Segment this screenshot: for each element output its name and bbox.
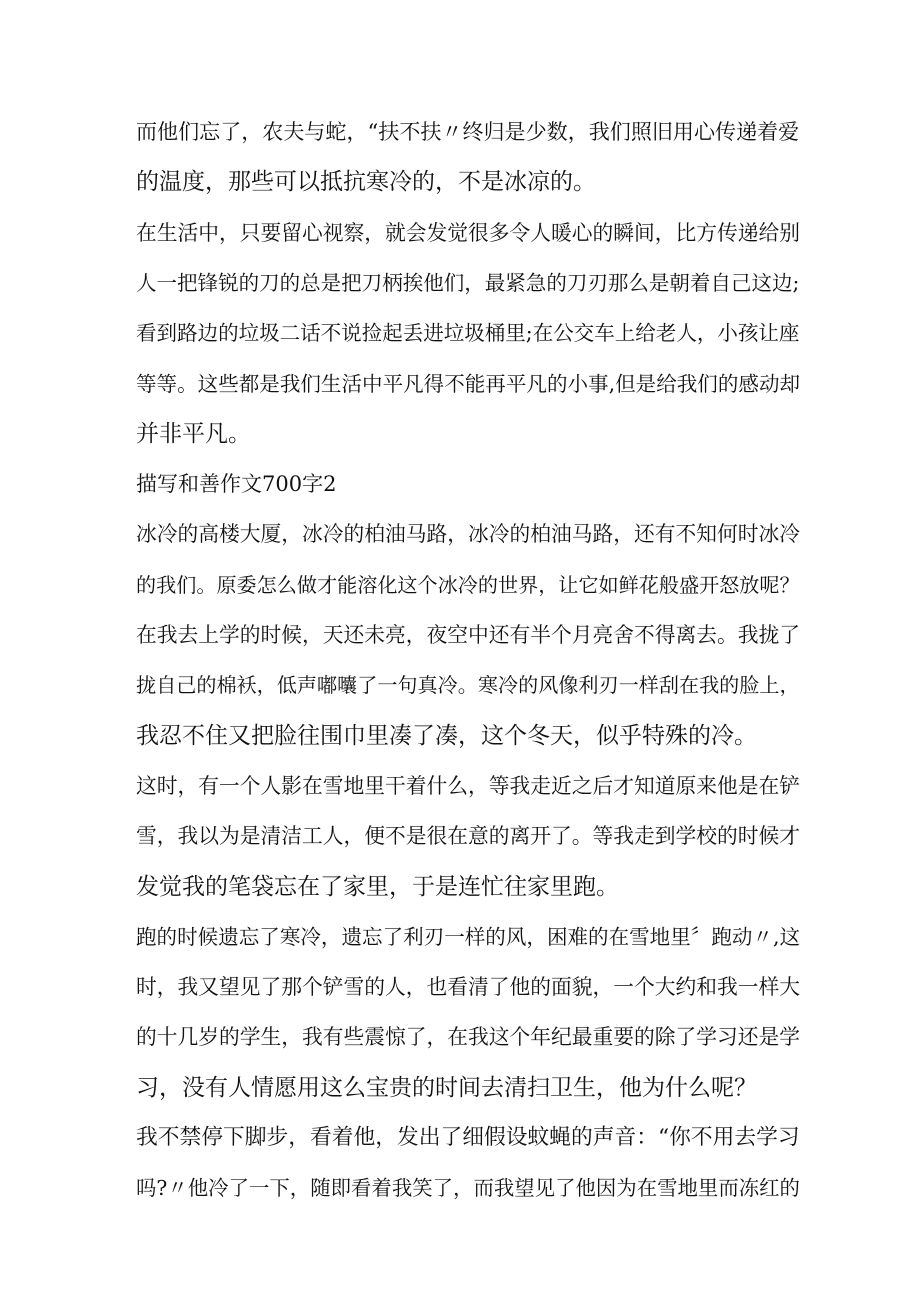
text-line: 拢自己的棉袄，低声嘟囔了一句真冷。寒冷的风像利刃一样刮在我的脸上，	[136, 673, 800, 697]
text-line: 发觉我的笔袋忘在了家里，于是连忙往家里跑。	[136, 874, 619, 900]
text-line: 在生活中，只要留心视察，就会发觉很多令人暖心的瞬间，比方传递给别	[136, 221, 801, 245]
text-line: 等等。这些都是我们生活中平凡得不能再平凡的小事,但是给我们的感动却	[136, 372, 801, 396]
text-line: 的温度，那些可以抵抗寒冷的，不是冰凉的。	[136, 169, 596, 195]
text-line: 我不禁停下脚步，看着他，发出了细假设蚊蝇的声音：“你不用去学习	[136, 1125, 800, 1150]
text-line: 跑的时候遗忘了寒冷，遗忘了利刃一样的风，困难的在雪地里〞跑动〃,这	[136, 925, 801, 949]
text-line: 并非平凡。	[136, 421, 251, 447]
text-line: 习，没有人情愿用这么宝贵的时间去清扫卫生，他为什么呢？	[136, 1075, 757, 1101]
text-line: 雪，我以为是清洁工人，便不是很在意的离开了。等我走到学校的时候才	[136, 824, 801, 848]
text-line: 的我们。原委怎么做才能溶化这个冰冷的世界，让它如鲜花般盛开怒放呢？	[136, 573, 800, 597]
text-line: 这时，有一个人影在雪地里干着什么，等我走近之后才知道原来他是在铲	[136, 774, 801, 798]
text-line: 看到路边的垃圾二话不说捡起丢进垃圾桶里;在公交车上给老人，小孩让座	[136, 321, 800, 345]
text-line: 我忍不住又把脸往围巾里凑了凑，这个冬天，似乎特殊的冷。	[136, 723, 757, 749]
section-heading: 描写和善作文700字2	[136, 472, 337, 496]
text-line: 冰冷的高楼大厦，冰冷的柏油马路，冰冷的柏油马路，还有不知何时冰冷	[136, 522, 801, 546]
text-line: 吗?〃他冷了一下，随即看着我笑了，而我望见了他因为在雪地里而冻红的	[136, 1176, 800, 1200]
text-line: 时，我又望见了那个铲雪的人，也看清了他的面貌，一个大约和我一样大	[136, 975, 801, 999]
text-line: 而他们忘了，农夫与蛇，“扶不扶〃终归是少数，我们照旧用心传递着爱	[136, 119, 800, 144]
text-line: 的十几岁的学生，我有些震惊了，在我这个年纪最重要的除了学习还是学	[136, 1025, 801, 1049]
text-line: 人一把锋锐的刀的总是把刀柄挨他们，最紧急的刀刃那么是朝着自己这边;	[136, 271, 800, 295]
text-line: 在我去上学的时候，天还未亮，夜空中还有半个月亮舍不得离去。我拢了	[136, 623, 801, 647]
